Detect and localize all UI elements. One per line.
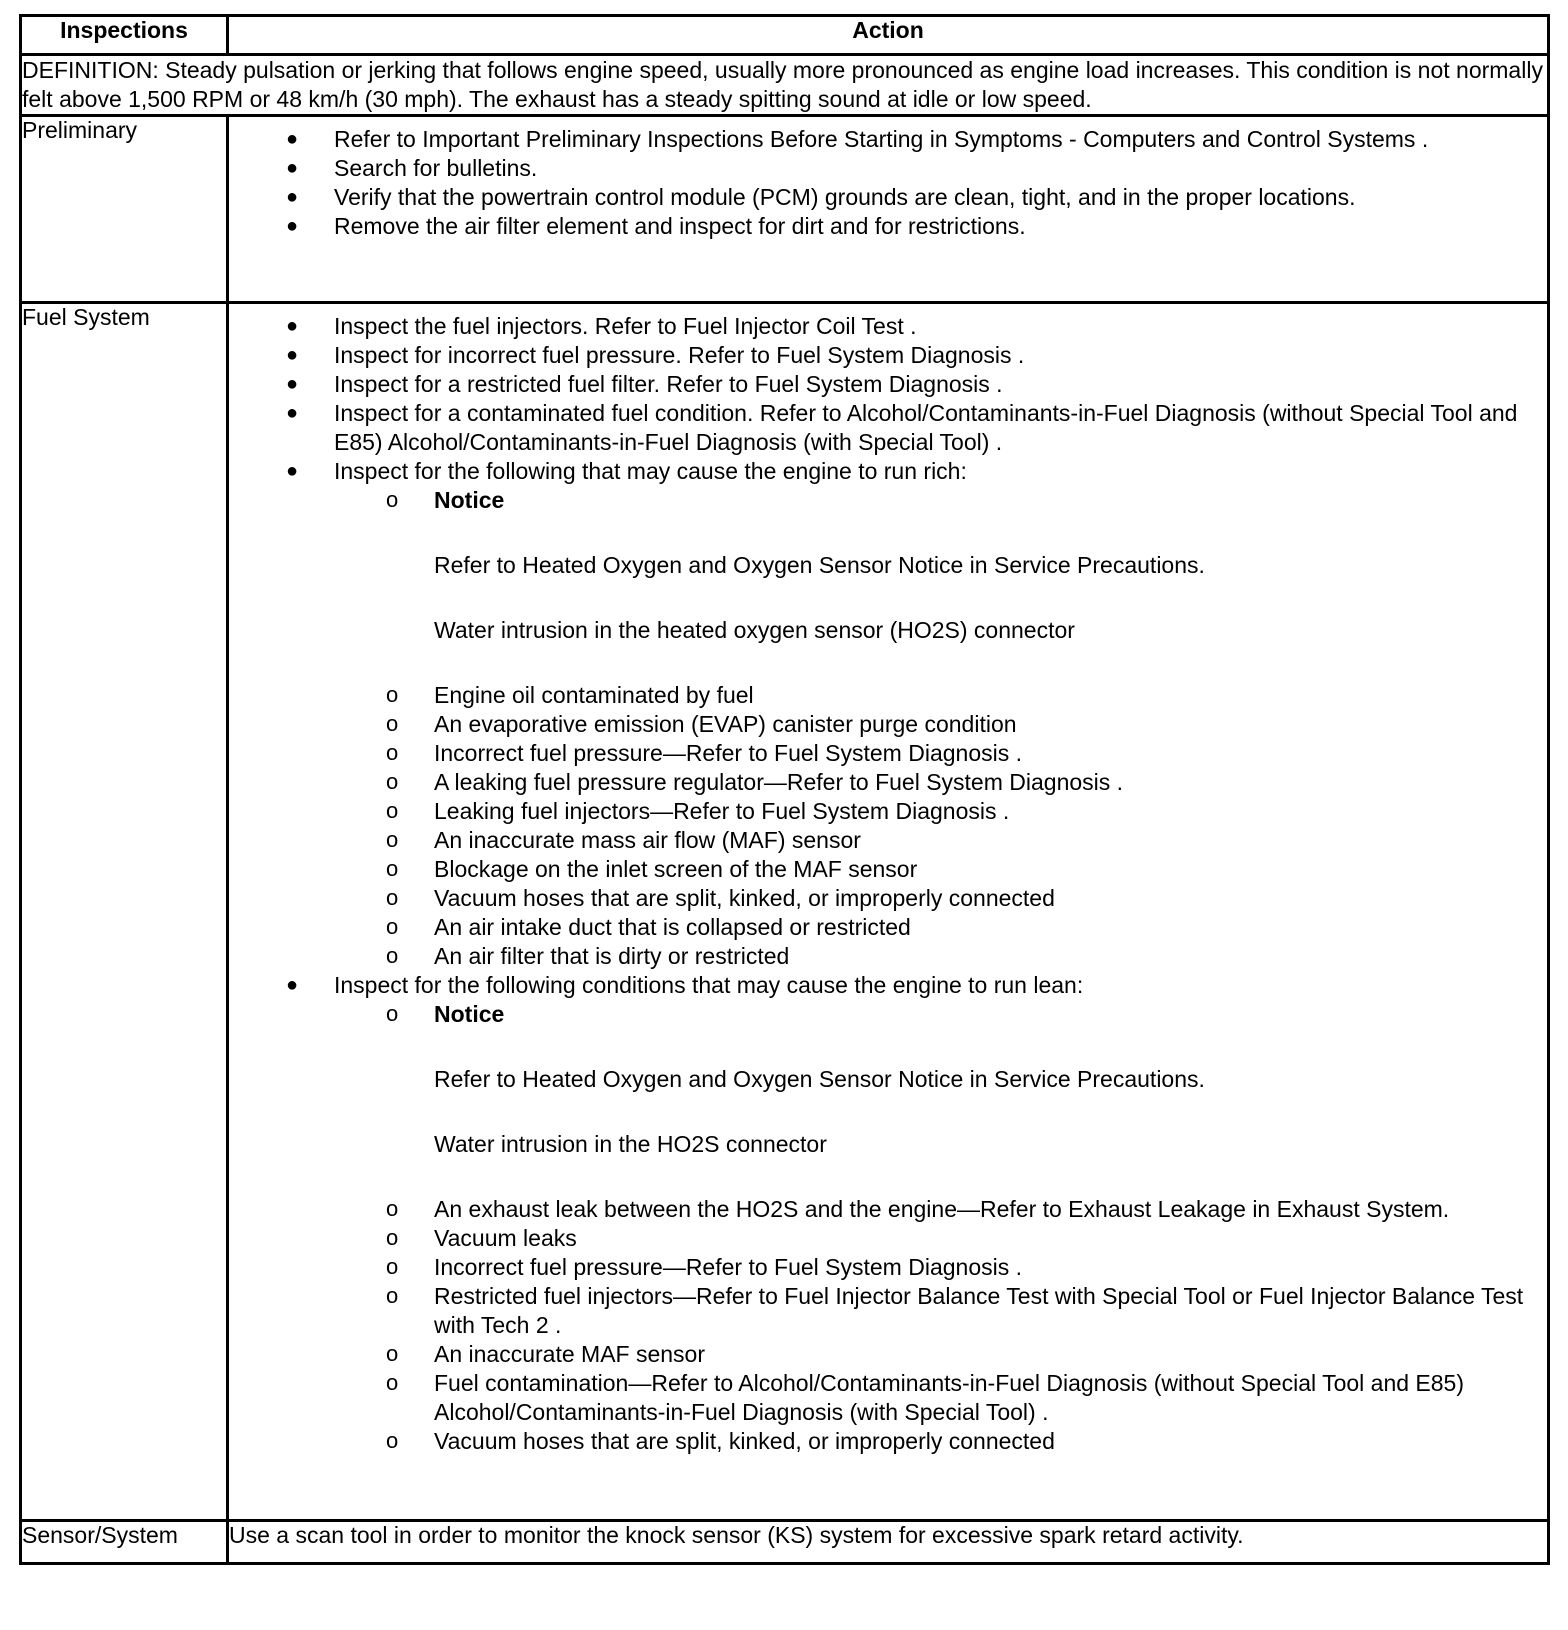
notice-item <box>334 1000 1539 1195</box>
circle-bullet-icon: o <box>386 1428 399 1453</box>
bullet-icon: ● <box>286 373 299 395</box>
sub-list-item <box>334 1369 1539 1427</box>
list-item <box>229 341 1547 370</box>
list-item-text: Inspect the fuel injectors. Refer to Fuel Injector Coil Test . <box>334 313 917 339</box>
sensor-system-label: Sensor/System <box>21 1521 228 1564</box>
circle-bullet-icon: o <box>386 1225 399 1250</box>
rich-sublist <box>334 486 1539 971</box>
sub-list-item-text: An inaccurate mass air flow (MAF) sensor <box>434 827 861 853</box>
sub-list-item <box>334 913 1539 942</box>
sub-list-item-text: A leaking fuel pressure regulator—Refer to Fuel System Diagnosis . <box>434 769 1124 795</box>
list-item <box>229 399 1547 457</box>
sub-list-item-text: Leaking fuel injectors—Refer to Fuel System Diagnosis . <box>434 798 1010 824</box>
list-item-text: Inspect for the following that may cause the engine to run rich: <box>334 458 967 484</box>
circle-bullet-icon: o <box>386 856 399 881</box>
bullet-icon: ● <box>286 460 299 482</box>
circle-bullet-icon: o <box>386 740 399 765</box>
sub-list-item-text: Vacuum hoses that are split, kinked, or improperly connected <box>434 1428 1055 1454</box>
bullet-icon: ● <box>286 215 299 237</box>
list-item-text: Search for bulletins. <box>334 155 538 181</box>
sub-list-item-text: An exhaust leak between the HO2S and the engine—Refer to Exhaust Leakage in Exhaust System. <box>434 1196 1450 1222</box>
circle-bullet-icon: o <box>386 1254 399 1279</box>
circle-bullet-icon: o <box>386 487 399 512</box>
list-item-text: Refer to Important Preliminary Inspections Before Starting in Symptoms - Computers and Control Systems . <box>334 126 1429 152</box>
bullet-icon: ● <box>286 344 299 366</box>
circle-bullet-icon: o <box>386 914 399 939</box>
header-row <box>21 16 1549 55</box>
sub-list-item <box>334 942 1539 971</box>
definition-row <box>21 55 1549 116</box>
bullet-icon: ● <box>286 157 299 179</box>
list-item-text: Inspect for a restricted fuel filter. Refer to Fuel System Diagnosis . <box>334 371 1003 397</box>
list-item <box>229 154 1547 183</box>
sensor-system-action: Use a scan tool in order to monitor the knock sensor (KS) system for excessive spark retard activity. <box>228 1521 1549 1564</box>
definition-text: DEFINITION: Steady pulsation or jerking that follows engine speed, usually more pronounced as engine load increases. This condition is not normally felt above 1,500 RPM or 48 km/h (30 mph). The exhaust has a steady spitting sound at idle or low speed. <box>21 55 1549 116</box>
circle-bullet-icon: o <box>386 1196 399 1221</box>
fuel-system-row <box>21 303 1549 1521</box>
sub-list-item <box>334 884 1539 913</box>
sub-list-item <box>334 739 1539 768</box>
sub-list-item-text: Vacuum leaks <box>434 1225 577 1251</box>
notice-item <box>334 486 1539 681</box>
inspection-table <box>19 14 1550 1565</box>
circle-bullet-icon: o <box>386 711 399 736</box>
preliminary-list <box>229 125 1547 241</box>
list-item <box>229 312 1547 341</box>
list-item <box>229 971 1547 1456</box>
lean-sublist <box>334 1000 1539 1456</box>
sub-list-item-text: Engine oil contaminated by fuel <box>434 682 754 708</box>
bullet-icon: ● <box>286 128 299 150</box>
list-item <box>229 370 1547 399</box>
fuel-system-list <box>229 312 1547 1456</box>
sub-list-item <box>334 710 1539 739</box>
sub-list-item-text: An inaccurate MAF sensor <box>434 1341 706 1367</box>
bullet-icon: ● <box>286 402 299 424</box>
notice-text: Refer to Heated Oxygen and Oxygen Sensor Notice in Service Precautions. <box>434 1066 1205 1092</box>
circle-bullet-icon: o <box>386 798 399 823</box>
list-item-text: Inspect for incorrect fuel pressure. Refer to Fuel System Diagnosis . <box>334 342 1025 368</box>
list-item-text: Inspect for a contaminated fuel condition. Refer to Alcohol/Contaminants-in-Fuel Diagnosis (without Special Tool and E85) Alcohol/Contaminants-in-Fuel Diagnosis (with Special Tool) . <box>334 400 1518 455</box>
sub-list-item <box>334 855 1539 884</box>
bullet-icon: ● <box>286 974 299 996</box>
list-item <box>229 212 1547 241</box>
circle-bullet-icon: o <box>386 827 399 852</box>
notice-detail: Water intrusion in the HO2S connector <box>434 1131 827 1157</box>
sub-list-item-text: An air filter that is dirty or restricted <box>434 943 790 969</box>
sub-list-item <box>334 681 1539 710</box>
sub-list-item-text: Incorrect fuel pressure—Refer to Fuel System Diagnosis . <box>434 1254 1023 1280</box>
sub-list-item <box>334 1195 1539 1224</box>
preliminary-row <box>21 116 1549 303</box>
circle-bullet-icon: o <box>386 1341 399 1366</box>
sub-list-item-text: Vacuum hoses that are split, kinked, or improperly connected <box>434 885 1055 911</box>
notice-title: Notice <box>434 1001 505 1027</box>
preliminary-actions <box>228 116 1549 303</box>
circle-bullet-icon: o <box>386 943 399 968</box>
circle-bullet-icon: o <box>386 1001 399 1026</box>
sub-list-item <box>334 826 1539 855</box>
sub-list-item-text: An air intake duct that is collapsed or restricted <box>434 914 911 940</box>
list-item <box>229 183 1547 212</box>
fuel-system-label: Fuel System <box>21 303 228 1521</box>
sub-list-item-text: Fuel contamination—Refer to Alcohol/Contaminants-in-Fuel Diagnosis (without Special Tool and E85) Alcohol/Contaminants-in-Fuel Diagnosis (with Special Tool) . <box>434 1370 1465 1425</box>
sub-list-item <box>334 1224 1539 1253</box>
circle-bullet-icon: o <box>386 885 399 910</box>
sub-list-item <box>334 1282 1539 1340</box>
list-item <box>229 125 1547 154</box>
list-item-text: Inspect for the following conditions that may cause the engine to run lean: <box>334 972 1084 998</box>
bullet-icon: ● <box>286 315 299 337</box>
sub-list-item-text: An evaporative emission (EVAP) canister purge condition <box>434 711 1017 737</box>
notice-text: Refer to Heated Oxygen and Oxygen Sensor Notice in Service Precautions. <box>434 552 1205 578</box>
notice-title: Notice <box>434 487 505 513</box>
sensor-system-row <box>21 1521 1549 1564</box>
fuel-system-actions <box>228 303 1549 1521</box>
notice-detail: Water intrusion in the heated oxygen sensor (HO2S) connector <box>434 617 1075 643</box>
circle-bullet-icon: o <box>386 1283 399 1308</box>
list-item-text: Verify that the powertrain control module (PCM) grounds are clean, tight, and in the proper locations. <box>334 184 1356 210</box>
bullet-icon: ● <box>286 186 299 208</box>
sub-list-item <box>334 1340 1539 1369</box>
list-item-text: Remove the air filter element and inspect for dirt and for restrictions. <box>334 213 1026 239</box>
circle-bullet-icon: o <box>386 1370 399 1395</box>
sub-list-item <box>334 1427 1539 1456</box>
sub-list-item-text: Blockage on the inlet screen of the MAF sensor <box>434 856 918 882</box>
sub-list-item <box>334 1253 1539 1282</box>
circle-bullet-icon: o <box>386 769 399 794</box>
sub-list-item-text: Incorrect fuel pressure—Refer to Fuel System Diagnosis . <box>434 740 1023 766</box>
list-item <box>229 457 1547 971</box>
preliminary-label: Preliminary <box>21 116 228 303</box>
sub-list-item <box>334 768 1539 797</box>
header-action: Action <box>228 16 1549 55</box>
circle-bullet-icon: o <box>386 682 399 707</box>
sub-list-item <box>334 797 1539 826</box>
header-inspections: Inspections <box>21 16 228 55</box>
sub-list-item-text: Restricted fuel injectors—Refer to Fuel Injector Balance Test with Special Tool or Fuel Injector Balance Test with Tech 2 . <box>434 1283 1524 1338</box>
